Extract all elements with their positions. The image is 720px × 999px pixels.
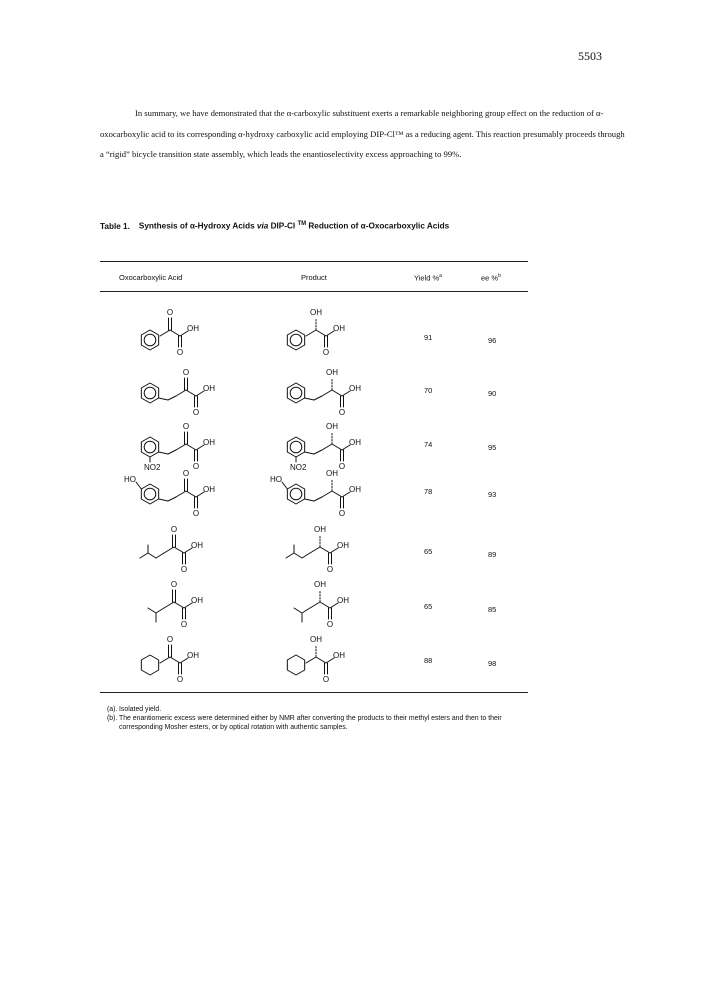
hydroxy-acid-product-structure [276, 527, 356, 577]
table-bottom-rule [100, 692, 528, 693]
col-header-yield [414, 273, 442, 283]
ee-value: 93 [488, 490, 497, 499]
svg-text:OH: OH [314, 525, 326, 534]
col-header-product: Product [301, 273, 327, 282]
svg-text:OH: OH [187, 651, 199, 660]
footnote-a-text: Isolated yield. [119, 706, 162, 713]
footnote-b [107, 714, 537, 732]
oxocarboxylic-acid-structure [130, 636, 210, 686]
oxocarboxylic-acid-structure [124, 467, 215, 518]
ee-value: 96 [488, 336, 497, 345]
svg-text:OH: OH [314, 580, 326, 589]
svg-text:OH: OH [187, 324, 199, 333]
svg-text:O: O [192, 509, 200, 518]
svg-text:OH: OH [191, 541, 203, 550]
svg-text:O: O [176, 348, 184, 357]
caption-via: via [256, 221, 269, 231]
svg-text:HO: HO [270, 475, 282, 484]
hydroxy-acid-product-structure [276, 366, 361, 417]
svg-text:O: O [322, 348, 330, 357]
footnote-b-text: The enantiomeric excess were determined either by NMR after converting the products to their methyl esters and then to their corresponding Mosher esters, or by optical rotation with authentic samples. [119, 715, 502, 731]
svg-text:O: O [338, 509, 346, 518]
caption-trademark: TM [297, 221, 307, 227]
svg-text:NO2: NO2 [144, 463, 161, 472]
col-header-ee-text: ee % [481, 273, 499, 283]
ee-value: 89 [488, 550, 497, 559]
svg-text:O: O [338, 408, 346, 417]
svg-text:O: O [326, 620, 334, 629]
table-label: Table 1. [100, 221, 130, 231]
oxocarboxylic-acid-structure [130, 582, 210, 632]
yield-value: 88 [424, 656, 433, 665]
svg-text:HO: HO [124, 475, 136, 484]
hydroxy-acid-product-structure [276, 582, 356, 632]
col-header-ee-footnote: b [498, 273, 501, 279]
ee-value: 98 [488, 659, 497, 668]
svg-text:OH: OH [333, 324, 345, 333]
svg-text:O: O [326, 565, 334, 574]
svg-text:OH: OH [349, 384, 361, 393]
footnote-b-label: (b). [107, 715, 118, 722]
ee-value: 85 [488, 605, 497, 614]
table-caption [100, 221, 630, 231]
svg-text:OH: OH [203, 384, 215, 393]
yield-value: 65 [424, 547, 433, 556]
summary-text: In summary, we have demonstrated that the α-carboxylic substituent exerts a remarkable neighboring group effect on the reduction of α-oxocarboxylic acid to its corresponding α-hydroxy carboxylic acid employing DIP-Cl™ as a reducing agent. This reaction presumably proceeds through a “rigid” bicycle transition state assembly, which leads the enantioselectivity excess approaching to 99%. [100, 108, 625, 159]
svg-text:OH: OH [326, 469, 338, 478]
svg-text:O: O [192, 462, 200, 471]
svg-text:O: O [322, 675, 330, 684]
table-top-rule [100, 261, 528, 262]
ee-value: 90 [488, 389, 497, 398]
svg-text:O: O [166, 308, 174, 317]
svg-text:O: O [176, 675, 184, 684]
hydroxy-acid-product-structure [270, 467, 361, 518]
svg-text:O: O [192, 408, 200, 417]
footnote-a [107, 705, 537, 714]
svg-text:O: O [170, 580, 178, 589]
yield-value: 65 [424, 602, 433, 611]
svg-text:O: O [180, 620, 188, 629]
col-header-ee [481, 273, 501, 283]
svg-text:OH: OH [326, 368, 338, 377]
caption-part-1: Synthesis of α-Hydroxy Acids [138, 221, 257, 231]
hydroxy-acid-product-structure [276, 308, 356, 363]
svg-text:O: O [182, 368, 190, 377]
hydroxy-acid-product-structure [276, 420, 361, 472]
svg-text:OH: OH [349, 438, 361, 447]
svg-text:O: O [182, 469, 190, 478]
col-header-yield-footnote: a [439, 273, 442, 279]
svg-text:OH: OH [337, 541, 349, 550]
hydroxy-acid-product-structure [276, 636, 356, 686]
oxocarboxylic-acid-structure [130, 527, 210, 577]
page-number: 5503 [578, 49, 602, 63]
svg-text:OH: OH [337, 596, 349, 605]
svg-text:OH: OH [326, 422, 338, 431]
oxocarboxylic-acid-structure [130, 420, 215, 472]
yield-value: 74 [424, 440, 433, 449]
oxocarboxylic-acid-structure [130, 308, 210, 363]
caption-part-2: Reduction of α-Oxocarboxylic Acids [306, 221, 450, 231]
oxocarboxylic-acid-structure [130, 366, 215, 417]
col-header-yield-text: Yield % [414, 273, 440, 283]
svg-text:O: O [182, 422, 190, 431]
svg-text:OH: OH [191, 596, 203, 605]
svg-text:O: O [166, 635, 174, 644]
svg-text:O: O [338, 462, 346, 471]
col-header-oxocarboxylic-acid: Oxocarboxylic Acid [119, 273, 183, 282]
svg-text:NO2: NO2 [290, 463, 307, 472]
ee-value: 95 [488, 443, 497, 452]
svg-text:OH: OH [349, 485, 361, 494]
yield-value: 91 [424, 333, 433, 342]
svg-text:OH: OH [203, 438, 215, 447]
svg-text:O: O [170, 525, 178, 534]
summary-paragraph [100, 103, 630, 165]
svg-text:OH: OH [310, 308, 322, 317]
svg-text:OH: OH [310, 635, 322, 644]
svg-text:O: O [180, 565, 188, 574]
yield-value: 78 [424, 487, 433, 496]
yield-value: 70 [424, 386, 433, 395]
svg-text:OH: OH [203, 485, 215, 494]
table-header-rule [100, 291, 528, 292]
footnotes [107, 705, 537, 732]
svg-text:OH: OH [333, 651, 345, 660]
caption-reagent: DIP-Cl [268, 221, 298, 231]
footnote-a-label: (a). [107, 706, 118, 713]
